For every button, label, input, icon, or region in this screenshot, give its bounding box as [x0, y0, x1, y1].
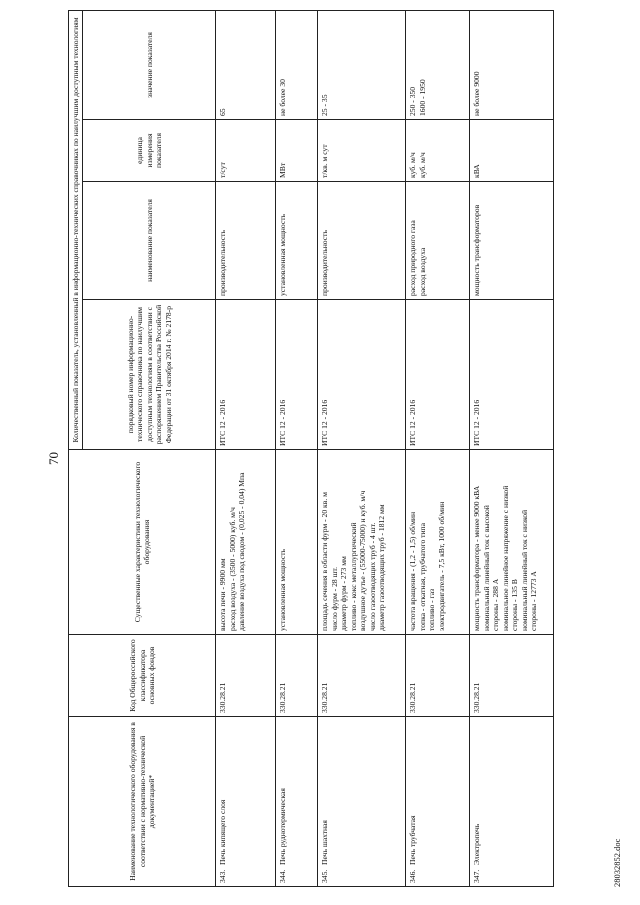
- characteristics-cell: [276, 450, 318, 635]
- unit-value: куб. м/ч: [417, 152, 427, 178]
- table-row: [276, 10, 318, 886]
- equipment-name-cell: [216, 717, 276, 887]
- characteristic-line: стороны - 12773 А: [529, 571, 539, 631]
- header-its-number: порядковый номер информационно-технического справочника по наилучшим доступным технологиям в соответствии с распоряжением Правительства Российской Федерации от 31 октября 2014 г. № 2178-р: [83, 300, 216, 450]
- header-value: значение показателя: [83, 10, 216, 119]
- characteristic-line: частота вращения - (1,2 - 1,5) об/мин: [408, 511, 418, 631]
- its-reference: ИТС 12 - 2016: [216, 300, 276, 450]
- page-number: 70: [46, 452, 61, 465]
- its-reference: ИТС 12 - 2016: [406, 300, 470, 450]
- value-cell: [276, 10, 318, 119]
- indicator-cell: [470, 182, 554, 300]
- unit-cell: [470, 120, 554, 182]
- indicator-cell: [406, 182, 470, 300]
- value-cell: [216, 10, 276, 119]
- header-row-1: [69, 10, 83, 886]
- characteristic-line: диаметр фурм - 273 мм: [339, 556, 349, 631]
- indicator-value: 1600 - 1950: [417, 79, 427, 116]
- unit-value: куб. м/ч: [408, 152, 418, 178]
- indicator-cell: [318, 182, 406, 300]
- indicator-value: не более 9000: [472, 71, 482, 116]
- characteristic-line: стороны - 135 В: [510, 579, 520, 631]
- okof-code: 330.28.21: [216, 635, 276, 717]
- equipment-name-cell: [318, 717, 406, 887]
- header-name: Наименование технологического оборудования в соответствии с нормативно-технической документацией*: [69, 717, 216, 887]
- characteristic-line: высота печи - 9900 мм: [218, 558, 228, 631]
- unit-cell: [406, 120, 470, 182]
- characteristic-line: число фурм - 28 шт.: [329, 566, 339, 631]
- indicator-name: расход воздуха: [417, 247, 427, 296]
- okof-code: 330.28.21: [276, 635, 318, 717]
- characteristic-line: номинальный линейный ток с высокой: [481, 505, 491, 631]
- row-number: 345.: [320, 869, 330, 883]
- indicator-name: установленная мощность: [278, 214, 288, 296]
- equipment-name: Печь трубчатая: [408, 815, 418, 865]
- row-number: 343.: [218, 869, 228, 883]
- value-cell: [470, 10, 554, 119]
- okof-code: 330.28.21: [406, 635, 470, 717]
- equipment-name-cell: [276, 717, 318, 887]
- characteristic-line: диаметр газоотводящих труб - 1812 мм: [377, 504, 387, 631]
- table-row: [318, 10, 406, 886]
- row-number: 346.: [408, 869, 418, 883]
- unit-value: кВА: [472, 164, 482, 178]
- characteristic-line: расход воздуха - (3500 - 5000) куб. м/ч: [227, 507, 237, 631]
- characteristic-line: топливо - кокс металлургический: [348, 522, 358, 631]
- characteristic-line: мощность трансформатора - менее 9000 кВА: [472, 485, 482, 631]
- characteristics-cell: [216, 450, 276, 635]
- equipment-name: Электропечь: [472, 823, 482, 865]
- header-code: Код Общероссийского классификатора основных фондов: [69, 635, 216, 717]
- unit-cell: [216, 120, 276, 182]
- equipment-name: Печь кипящего слоя: [218, 799, 228, 865]
- its-reference: ИТС 12 - 2016: [470, 300, 554, 450]
- characteristic-line: номинальное линейное напряжение с низкой: [500, 485, 510, 631]
- indicator-cell: [216, 182, 276, 300]
- characteristic-line: электродвигатель - 7,5 кВт, 1000 об/мин: [436, 501, 446, 631]
- indicator-name: производительность: [320, 230, 330, 296]
- unit-value: т/сут: [218, 162, 228, 178]
- characteristic-line: стороны - 288 А: [491, 578, 501, 631]
- characteristic-line: номинальный линейный ток с низкой: [519, 509, 529, 631]
- indicator-value: 25 - 35: [320, 94, 330, 116]
- indicator-value: 65: [218, 108, 228, 116]
- characteristics-cell: [470, 450, 554, 635]
- header-indicator: наименование показателя: [83, 182, 216, 300]
- equipment-table: [68, 10, 554, 887]
- indicator-value: 250 - 350: [408, 86, 418, 116]
- indicator-name: производительность: [218, 230, 228, 296]
- unit-cell: [276, 120, 318, 182]
- characteristics-cell: [406, 450, 470, 635]
- its-reference: ИТС 12 - 2016: [276, 300, 318, 450]
- file-name: 28032852.doc: [612, 838, 622, 887]
- characteristic-line: установленная мощность: [278, 549, 288, 631]
- indicator-value: не более 30: [278, 79, 288, 116]
- characteristic-line: топливо - газ: [427, 588, 437, 631]
- header-chars: Существенные характеристики технологического оборудования: [69, 450, 216, 635]
- unit-cell: [318, 120, 406, 182]
- equipment-name-cell: [470, 717, 554, 887]
- its-reference: ИТС 12 - 2016: [318, 300, 406, 450]
- okof-code: 330.28.21: [470, 635, 554, 717]
- equipment-name-cell: [406, 717, 470, 887]
- characteristic-line: число газоотводящих труб - 4 шт.: [367, 522, 377, 631]
- table-row: [406, 10, 470, 886]
- indicator-name: мощность трансформаторов: [472, 204, 482, 296]
- equipment-name: Печь руднотермическая: [278, 788, 288, 865]
- characteristic-line: площадь сечения в области фурм - 20 кв. м: [320, 492, 330, 631]
- characteristics-cell: [318, 450, 406, 635]
- okof-code: 330.28.21: [318, 635, 406, 717]
- unit-value: МВт: [278, 162, 288, 178]
- characteristic-line: воздушное дутье - (55000-75000) н куб. м/ч: [358, 490, 368, 631]
- equipment-name: Печь шахтная: [320, 820, 330, 865]
- table-row: [470, 10, 554, 886]
- unit-value: т/кв. м сут: [320, 144, 330, 178]
- value-cell: [318, 10, 406, 119]
- indicator-name: расход природного газа: [408, 220, 418, 296]
- table-row: [216, 10, 276, 886]
- indicator-cell: [276, 182, 318, 300]
- row-number: 347.: [472, 869, 482, 883]
- characteristic-line: давление воздуха под сводом - (0,025 - 0,04) Мпа: [237, 472, 247, 631]
- value-cell: [406, 10, 470, 119]
- header-unit: единица измерения показателя: [83, 120, 216, 182]
- row-number: 344.: [278, 869, 288, 883]
- characteristic-line: топка - откатная, трубчатого типа: [417, 523, 427, 631]
- header-group: Количественный показатель, установленный в информационно-технических справочниках по наилучшим доступным технологиям: [69, 10, 83, 449]
